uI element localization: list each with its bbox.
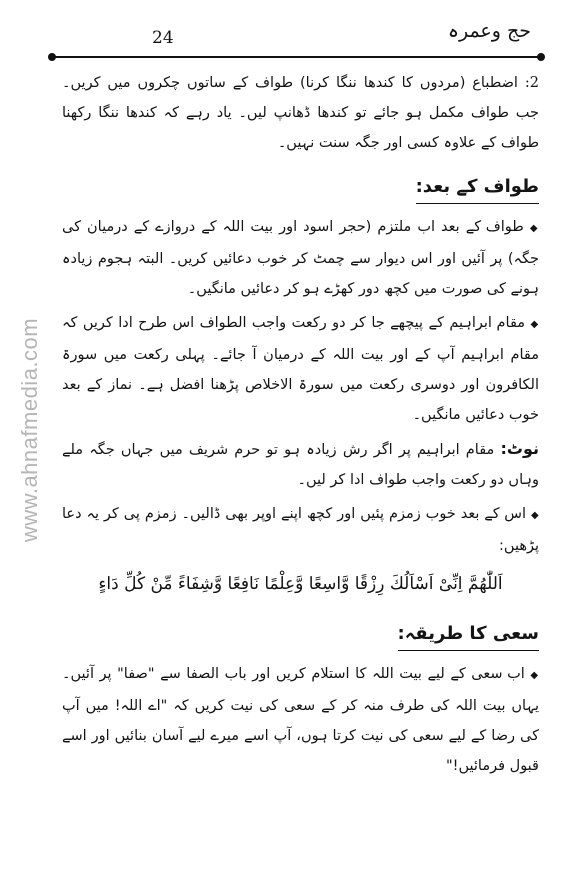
bullet-multazam-text: طواف کے بعد اب ملتزم (حجر اسود اور بیت اللہ کے دروازے کے درمیان کی جگہ) پر آئیں اور اس دیوار سے چمٹ کر خوب دعائیں کریں۔ البتہ ہجوم زیادہ ہونے کی صورت میں کچھ دور کھڑے ہو کر دعائیں مانگیں۔: [62, 219, 539, 297]
item-2-text: اضطباع (مردوں کا کندھا ننگا کرنا) طواف کے ساتوں چکروں میں کریں۔ جب طواف مکمل ہو جائے تو کندھا ڈھانپ لیں۔ یاد رہے کہ کندھا ننگا رکھنا طواف کے علاوہ کسی اور جگہ سنت نہیں۔: [62, 75, 539, 151]
book-title: حج وعمرہ: [447, 20, 531, 42]
note-text: مقام ابراہیم پر اگر رش زیادہ ہو تو حرم شریف میں جہاں جگہ ملے وہاں دو رکعت واجب طواف ادا کر لیں۔: [62, 442, 539, 488]
item-2-number: 2:: [524, 75, 540, 91]
bullet-maqam-ibrahim-text: مقام ابراہیم کے پیچھے جا کر دو رکعت واجب الطواف اس طرح ادا کریں کہ مقام ابراہیم آپ کے اور بیت اللہ کے درمیان آ جائے۔ پہلی رکعت میں سورۃ الکافرون اور دوسری رکعت میں سورۃ الاخلاص پڑھنا افضل ہے۔ نماز کے بعد خوب دعائیں مانگیں۔: [62, 315, 539, 423]
dua-text: اَللّٰهُمَّ اِنِّیْ اَسْاَلُكَ رِزْقًا وَّاسِعًا وَّعِلْمًا نَافِعًا وَّشِفَاءً مِّنْ كُلِّ دَاءٍ: [98, 574, 503, 594]
note-label: نوٹ:: [500, 439, 539, 458]
bullet-zamzam-text: اس کے بعد خوب زمزم پئیں اور کچھ اپنے اوپر بھی ڈالیں۔ زمزم پی کر یہ دعا پڑھیں:: [62, 506, 539, 554]
diamond-bullet-icon: ◆: [530, 510, 539, 521]
watermark-text: www.ahnafmedia.com: [17, 317, 42, 543]
section-heading-after-tawaf: طواف کے بعد:: [416, 172, 539, 204]
bullet-multazam: [62, 212, 539, 304]
note: [62, 434, 539, 495]
bullet-zamzam: [62, 499, 539, 561]
diamond-bullet-icon: ◆: [530, 670, 540, 681]
bullet-maqam-ibrahim: [62, 308, 539, 430]
diamond-bullet-icon: ◆: [530, 319, 539, 330]
diamond-bullet-icon: ◆: [529, 223, 539, 234]
bullet-sai: [62, 659, 539, 781]
page-number: 24: [152, 28, 174, 48]
section-heading-sai: سعی کا طریقہ:: [398, 619, 539, 651]
item-2: [62, 68, 539, 158]
watermark: [10, 265, 50, 595]
header-rule: [52, 56, 541, 58]
page-header: [52, 18, 541, 58]
page-body: [62, 68, 539, 785]
bullet-sai-text: اب سعی کے لیے بیت اللہ کا استلام کریں اور باب الصفا سے "صفا" پر آئیں۔ یہاں بیت اللہ کی طرف منہ کر کے سعی کی نیت کریں کہ "اے اللہ! میں آپ کی رضا کے لیے سعی کی نیت کرتا ہوں، آپ اسے میرے لیے آسان بنائیں اور اسے قبول فرمائیں!": [62, 666, 539, 774]
